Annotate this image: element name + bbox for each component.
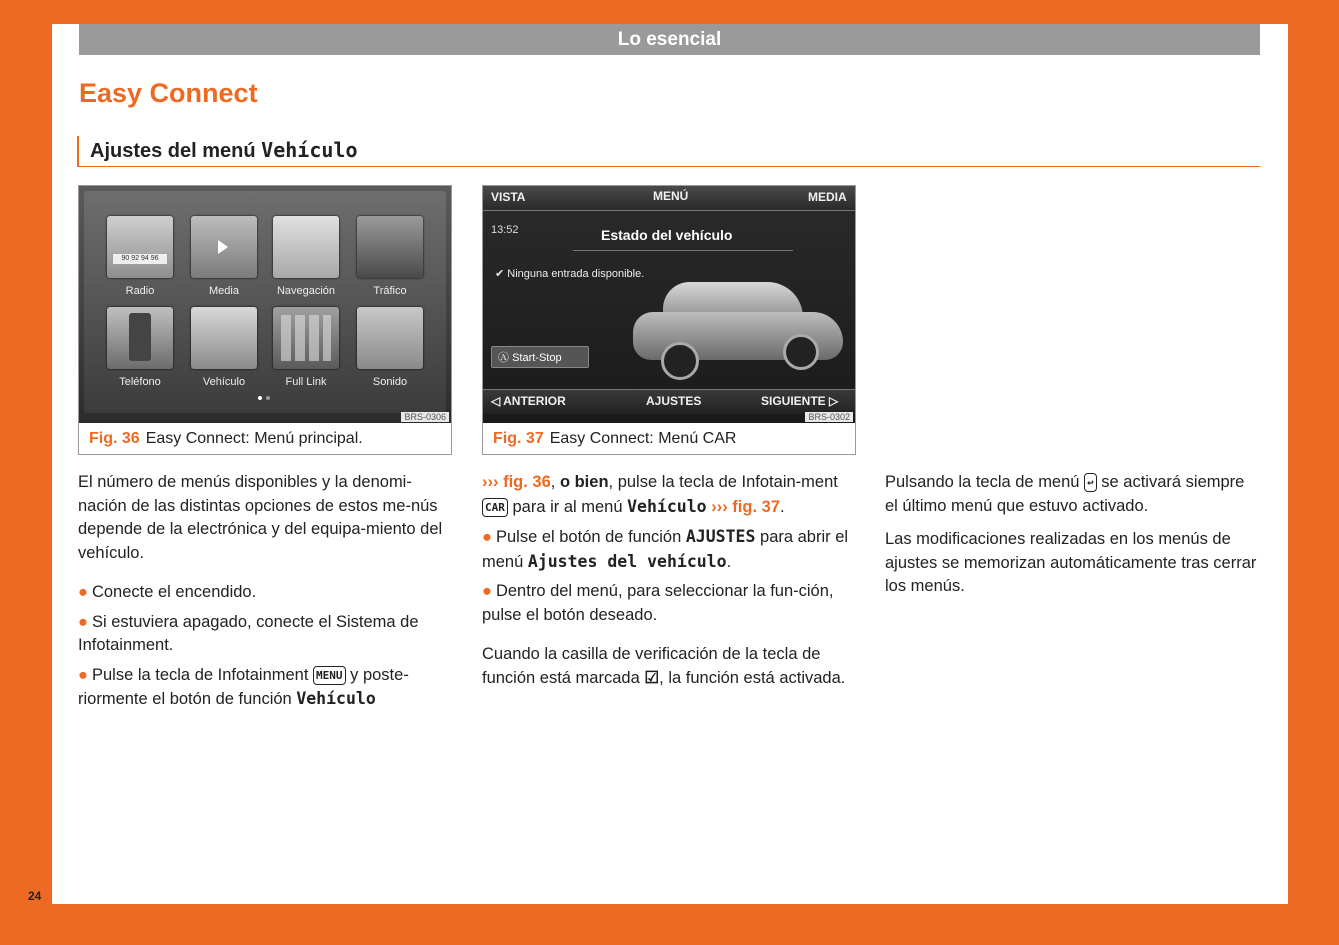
figure-number: Fig. 36: [89, 430, 140, 447]
bullet-icon: ●: [78, 665, 88, 684]
bullet-icon: ●: [78, 583, 88, 601]
fig37-link[interactable]: fig. 37: [732, 497, 780, 516]
figure-caption: [89, 430, 363, 448]
tab-media: MEDIA: [808, 190, 847, 204]
navigation-tile: [273, 216, 339, 278]
chevron-left-icon: ◁: [491, 394, 501, 408]
phone-tile: [107, 307, 173, 369]
clock: 13:52: [491, 224, 519, 236]
checkbox-paragraph: Cuando la casilla de verificación de la tecla de función está marcada ☑, la función está activada.: [482, 645, 846, 687]
traffic-tile: [357, 216, 423, 278]
menu-key-icon: MENU: [313, 666, 346, 685]
screen-title: Estado del vehículo: [601, 227, 733, 243]
car-key-icon: CAR: [482, 498, 508, 517]
subsection-prefix: Ajustes del menú: [90, 140, 256, 162]
tile-label-sound: Sonido: [372, 376, 408, 388]
tile-label-media: Media: [209, 285, 239, 297]
previous-button: ◁ ANTERIOR: [491, 394, 566, 408]
main-menu-screen-image: [79, 186, 451, 423]
figure-caption: [493, 430, 736, 448]
bullet-icon: ●: [78, 612, 88, 631]
intro-paragraph: El número de menús disponibles y la denomi-nación de las distintas opciones de estos me-nús depende de la electrónica y del equipa-miento del vehículo.: [78, 473, 443, 562]
full-link-tile: [273, 307, 339, 369]
figure-caption-text: Easy Connect: Menú CAR: [549, 430, 737, 447]
chapter-header: Lo esencial: [79, 24, 1260, 55]
settings-saved-paragraph: Las modificaciones realizadas en los menús de ajustes se memorizan automáticamente tras cerrar los menús.: [885, 530, 1257, 595]
text-column-2: [482, 471, 858, 706]
text-column-3: [885, 471, 1261, 615]
start-stop-button: [491, 346, 589, 368]
manual-page: [52, 24, 1288, 904]
radio-tile: [107, 216, 173, 278]
apps-grid-icon: [281, 315, 331, 361]
tile-label-navigation: Navegación: [276, 285, 336, 297]
tile-label-radio: Radio: [125, 285, 155, 297]
step-select-function: ● Dentro del menú, para seleccionar la fun-ción, pulse el botón deseado.: [482, 582, 834, 624]
tile-label-full-link: Full Link: [285, 376, 327, 388]
subsection-menu-name: Vehículo: [261, 138, 358, 162]
page-number: 24: [28, 889, 42, 903]
radio-freq-scale: 90 92 94 96: [113, 254, 167, 264]
chevron-right-icon: ▷: [829, 394, 839, 408]
status-text: Ninguna entrada disponible.: [507, 268, 645, 280]
page-dot-active: [258, 396, 262, 400]
figure-caption-text: Easy Connect: Menú principal.: [145, 430, 363, 447]
start-stop-label: Start-Stop: [512, 352, 562, 364]
settings-button: AJUSTES: [646, 394, 702, 408]
next-button: SIGUIENTE ▷: [761, 394, 839, 408]
step-settings: ● Pulse el botón de función AJUSTES para abrir el menú Ajustes del vehículo.: [482, 527, 849, 571]
fig36-link[interactable]: fig. 36: [503, 473, 551, 491]
step-infotainment-on: ● Si estuviera apagado, conecte el Sistema de Infotainment.: [78, 612, 419, 654]
bullet-icon: ●: [482, 582, 492, 600]
vehicle-function-code: Vehículo: [296, 689, 376, 708]
figure-code: BRS-0306: [401, 412, 449, 422]
vehicle-tile: [191, 307, 257, 369]
back-key-icon: ↩: [1084, 473, 1097, 492]
tab-view: VISTA: [491, 190, 526, 204]
figure-37: [482, 185, 856, 455]
figure-36: [78, 185, 452, 455]
text-column-1: [78, 471, 454, 728]
tile-label-vehicle: Vehículo: [202, 376, 246, 388]
subsection-heading: [77, 136, 1260, 167]
bullet-icon: ●: [482, 528, 492, 546]
car-menu-screen-image: [483, 186, 855, 423]
car-image: [633, 272, 848, 377]
step-press-menu: ● Pulse la tecla de Infotainment MENU y poste-riormente el botón de función Vehículo: [78, 665, 409, 708]
check-icon: ✔: [495, 268, 505, 280]
tile-label-phone: Teléfono: [119, 376, 161, 388]
start-stop-icon: Ⓐ: [498, 352, 509, 364]
figure-code: BRS-0302: [805, 412, 853, 422]
instruction-paragraph: ››› fig. 36, o bien, pulse la tecla de Infotain-ment CAR para ir al menú Vehículo ››› fig. 37.: [482, 473, 838, 516]
tile-label-traffic: Tráfico: [373, 285, 407, 297]
figure-number: Fig. 37: [493, 430, 544, 447]
play-icon: [218, 240, 228, 254]
page-title: Easy Connect: [79, 78, 258, 108]
sound-tile: [357, 307, 423, 369]
status-line: [495, 267, 644, 280]
media-tile: [191, 216, 257, 278]
step-ignition: ● Conecte el encendido.: [78, 583, 257, 601]
phone-icon: [129, 313, 151, 361]
back-key-paragraph: Pulsando la tecla de menú ↩ se activará siempre el último menú que estuvo activado.: [885, 473, 1245, 515]
tab-menu: MENÚ: [653, 189, 689, 203]
checkbox-checked-icon: ☑: [644, 668, 660, 687]
page-dot: [266, 396, 270, 400]
